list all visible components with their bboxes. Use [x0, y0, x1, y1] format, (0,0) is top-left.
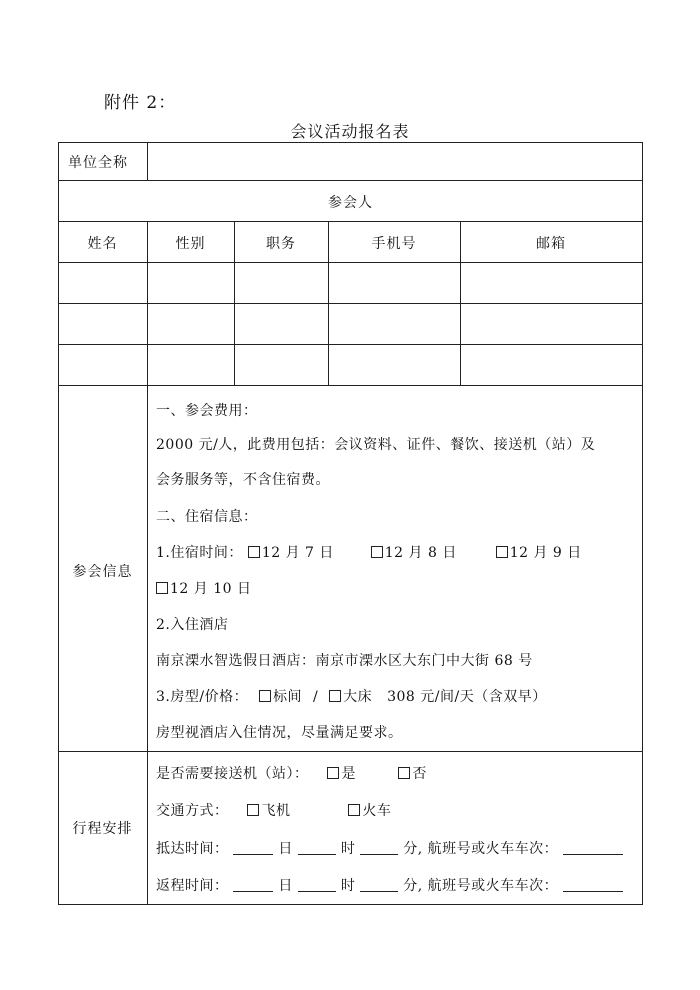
- meeting-info-label: 参会信息: [72, 564, 133, 580]
- hotel-heading: 2.入住酒店: [156, 617, 229, 633]
- checkbox-icon[interactable]: [398, 767, 410, 779]
- attachment-label: 附件 2：: [104, 93, 177, 113]
- room-option-king[interactable]: [329, 689, 372, 705]
- attendee-gender-cell[interactable]: [151, 315, 230, 333]
- stay-date-option[interactable]: [248, 542, 346, 562]
- table-border-line: [58, 142, 59, 905]
- table-border-line: [58, 142, 643, 143]
- fee-heading: 一、参会费用：: [156, 403, 258, 419]
- itinerary-label: 行程安排: [72, 821, 133, 837]
- flight-number-label: 航班号或火车车次：: [427, 841, 559, 857]
- checkbox-icon[interactable]: [259, 690, 271, 702]
- attendee-email-cell[interactable]: [464, 315, 638, 333]
- lodging-heading: 二、住宿信息：: [156, 509, 258, 525]
- attendee-email-cell[interactable]: [464, 274, 638, 292]
- transport-option-label: 火车: [362, 803, 392, 819]
- transport-prefix: 交通方式：: [156, 803, 229, 819]
- checkbox-icon[interactable]: [329, 690, 341, 702]
- transport-option-label: 飞机: [261, 803, 291, 819]
- arrival-time-prefix: 抵达时间：: [156, 841, 229, 857]
- hour-unit: 时: [340, 841, 356, 857]
- minute-unit: 分,: [403, 841, 423, 857]
- checkbox-icon[interactable]: [371, 546, 383, 558]
- stay-date-label: 12 月 10 日: [170, 581, 252, 597]
- stay-date-option[interactable]: [156, 581, 251, 597]
- checkbox-icon[interactable]: [248, 546, 260, 558]
- attendee-section-header: 参会人: [328, 195, 373, 211]
- hour-unit: 时: [340, 878, 356, 894]
- form-title: 会议活动报名表: [290, 122, 410, 141]
- registration-form-table: [58, 142, 643, 905]
- minute-unit: 分,: [403, 878, 423, 894]
- column-header-phone: 手机号: [371, 236, 417, 252]
- room-option-standard[interactable]: [259, 689, 302, 705]
- stay-date-option[interactable]: [371, 542, 491, 562]
- room-type-prefix: 3.房型/价格：: [156, 689, 249, 705]
- return-hour-field[interactable]: [298, 878, 336, 892]
- checkbox-icon[interactable]: [496, 546, 508, 558]
- table-border-line: [58, 904, 643, 905]
- room-note: 房型视酒店入住情况，尽量满足要求。: [156, 725, 403, 741]
- checkbox-icon[interactable]: [247, 804, 259, 816]
- stay-date-label: 12 月 7 日: [261, 545, 334, 561]
- attendee-position-cell[interactable]: [238, 356, 324, 374]
- attendee-phone-cell[interactable]: [332, 274, 456, 292]
- attendee-position-cell[interactable]: [238, 274, 324, 292]
- room-option-label: 大床: [343, 689, 373, 705]
- table-border-line: [58, 180, 643, 181]
- return-flight-field[interactable]: [563, 878, 623, 892]
- attendee-name-cell[interactable]: [62, 356, 143, 374]
- attendee-phone-cell[interactable]: [332, 356, 456, 374]
- stay-date-label: 12 月 8 日: [384, 545, 457, 561]
- stay-dates-prefix: 1.住宿时间：: [156, 545, 243, 561]
- transport-option-train[interactable]: [348, 803, 391, 819]
- return-time-prefix: 返程时间：: [156, 878, 229, 894]
- arrival-minute-field[interactable]: [360, 841, 398, 855]
- unit-label: 单位全称: [68, 155, 128, 171]
- return-time-line: [156, 875, 623, 895]
- stay-date-option[interactable]: [496, 542, 582, 562]
- pickup-option-no[interactable]: [398, 766, 427, 782]
- column-header-position: 职务: [266, 236, 296, 252]
- pickup-option-label: 否: [412, 766, 427, 782]
- table-border-line: [642, 142, 643, 905]
- column-header-name: 姓名: [87, 236, 118, 252]
- stay-date-label: 12 月 9 日: [509, 545, 582, 561]
- day-unit: 日: [278, 878, 293, 894]
- table-border-line: [58, 303, 643, 304]
- arrival-day-field[interactable]: [233, 841, 273, 855]
- arrival-hour-field[interactable]: [298, 841, 336, 855]
- fee-description-line: 会务服务等，不含住宿费。: [156, 472, 330, 488]
- transport-line: [156, 800, 391, 820]
- arrival-flight-field[interactable]: [563, 841, 623, 855]
- column-header-email: 邮箱: [536, 236, 566, 252]
- hotel-address: 南京溧水智选假日酒店：南京市溧水区大东门中大街 68 号: [156, 653, 533, 669]
- attendee-email-cell[interactable]: [464, 356, 638, 374]
- flight-number-label: 航班号或火车车次：: [427, 878, 559, 894]
- pickup-option-label: 是: [341, 766, 356, 782]
- attendee-phone-cell[interactable]: [332, 315, 456, 333]
- table-border-line: [58, 751, 643, 752]
- pickup-option-yes[interactable]: [327, 763, 393, 783]
- unit-name-field[interactable]: [154, 152, 634, 170]
- table-border-line: [58, 344, 643, 345]
- table-border-line: [58, 262, 643, 263]
- return-day-field[interactable]: [233, 878, 273, 892]
- pickup-question-line: [156, 763, 427, 783]
- room-option-separator: /: [312, 689, 319, 705]
- room-option-label: 标间: [273, 689, 303, 705]
- column-header-gender: 性别: [175, 236, 206, 252]
- attendee-position-cell[interactable]: [238, 315, 324, 333]
- attendee-gender-cell[interactable]: [151, 356, 230, 374]
- pickup-question: 是否需要接送机（站）：: [156, 766, 309, 782]
- checkbox-icon[interactable]: [156, 582, 168, 594]
- room-type-line: [156, 686, 547, 706]
- day-unit: 日: [278, 841, 293, 857]
- fee-description-line: 2000 元/人，此费用包括：会议资料、证件、餐饮、接送机（站）及: [156, 437, 596, 453]
- return-minute-field[interactable]: [360, 878, 398, 892]
- stay-dates-line: [156, 542, 582, 562]
- table-border-line: [58, 221, 643, 222]
- transport-option-plane[interactable]: [247, 800, 343, 820]
- attendee-name-cell[interactable]: [62, 315, 143, 333]
- attendee-gender-cell[interactable]: [151, 274, 230, 292]
- checkbox-icon[interactable]: [348, 804, 360, 816]
- stay-dates-line: [156, 578, 251, 598]
- attendee-name-cell[interactable]: [62, 274, 143, 292]
- checkbox-icon[interactable]: [327, 767, 339, 779]
- arrival-time-line: [156, 838, 623, 858]
- table-border-line: [147, 385, 148, 905]
- table-border-line: [58, 385, 643, 386]
- table-border-line: [147, 142, 148, 180]
- room-price: 308 元/间/天（含双早）: [387, 689, 547, 705]
